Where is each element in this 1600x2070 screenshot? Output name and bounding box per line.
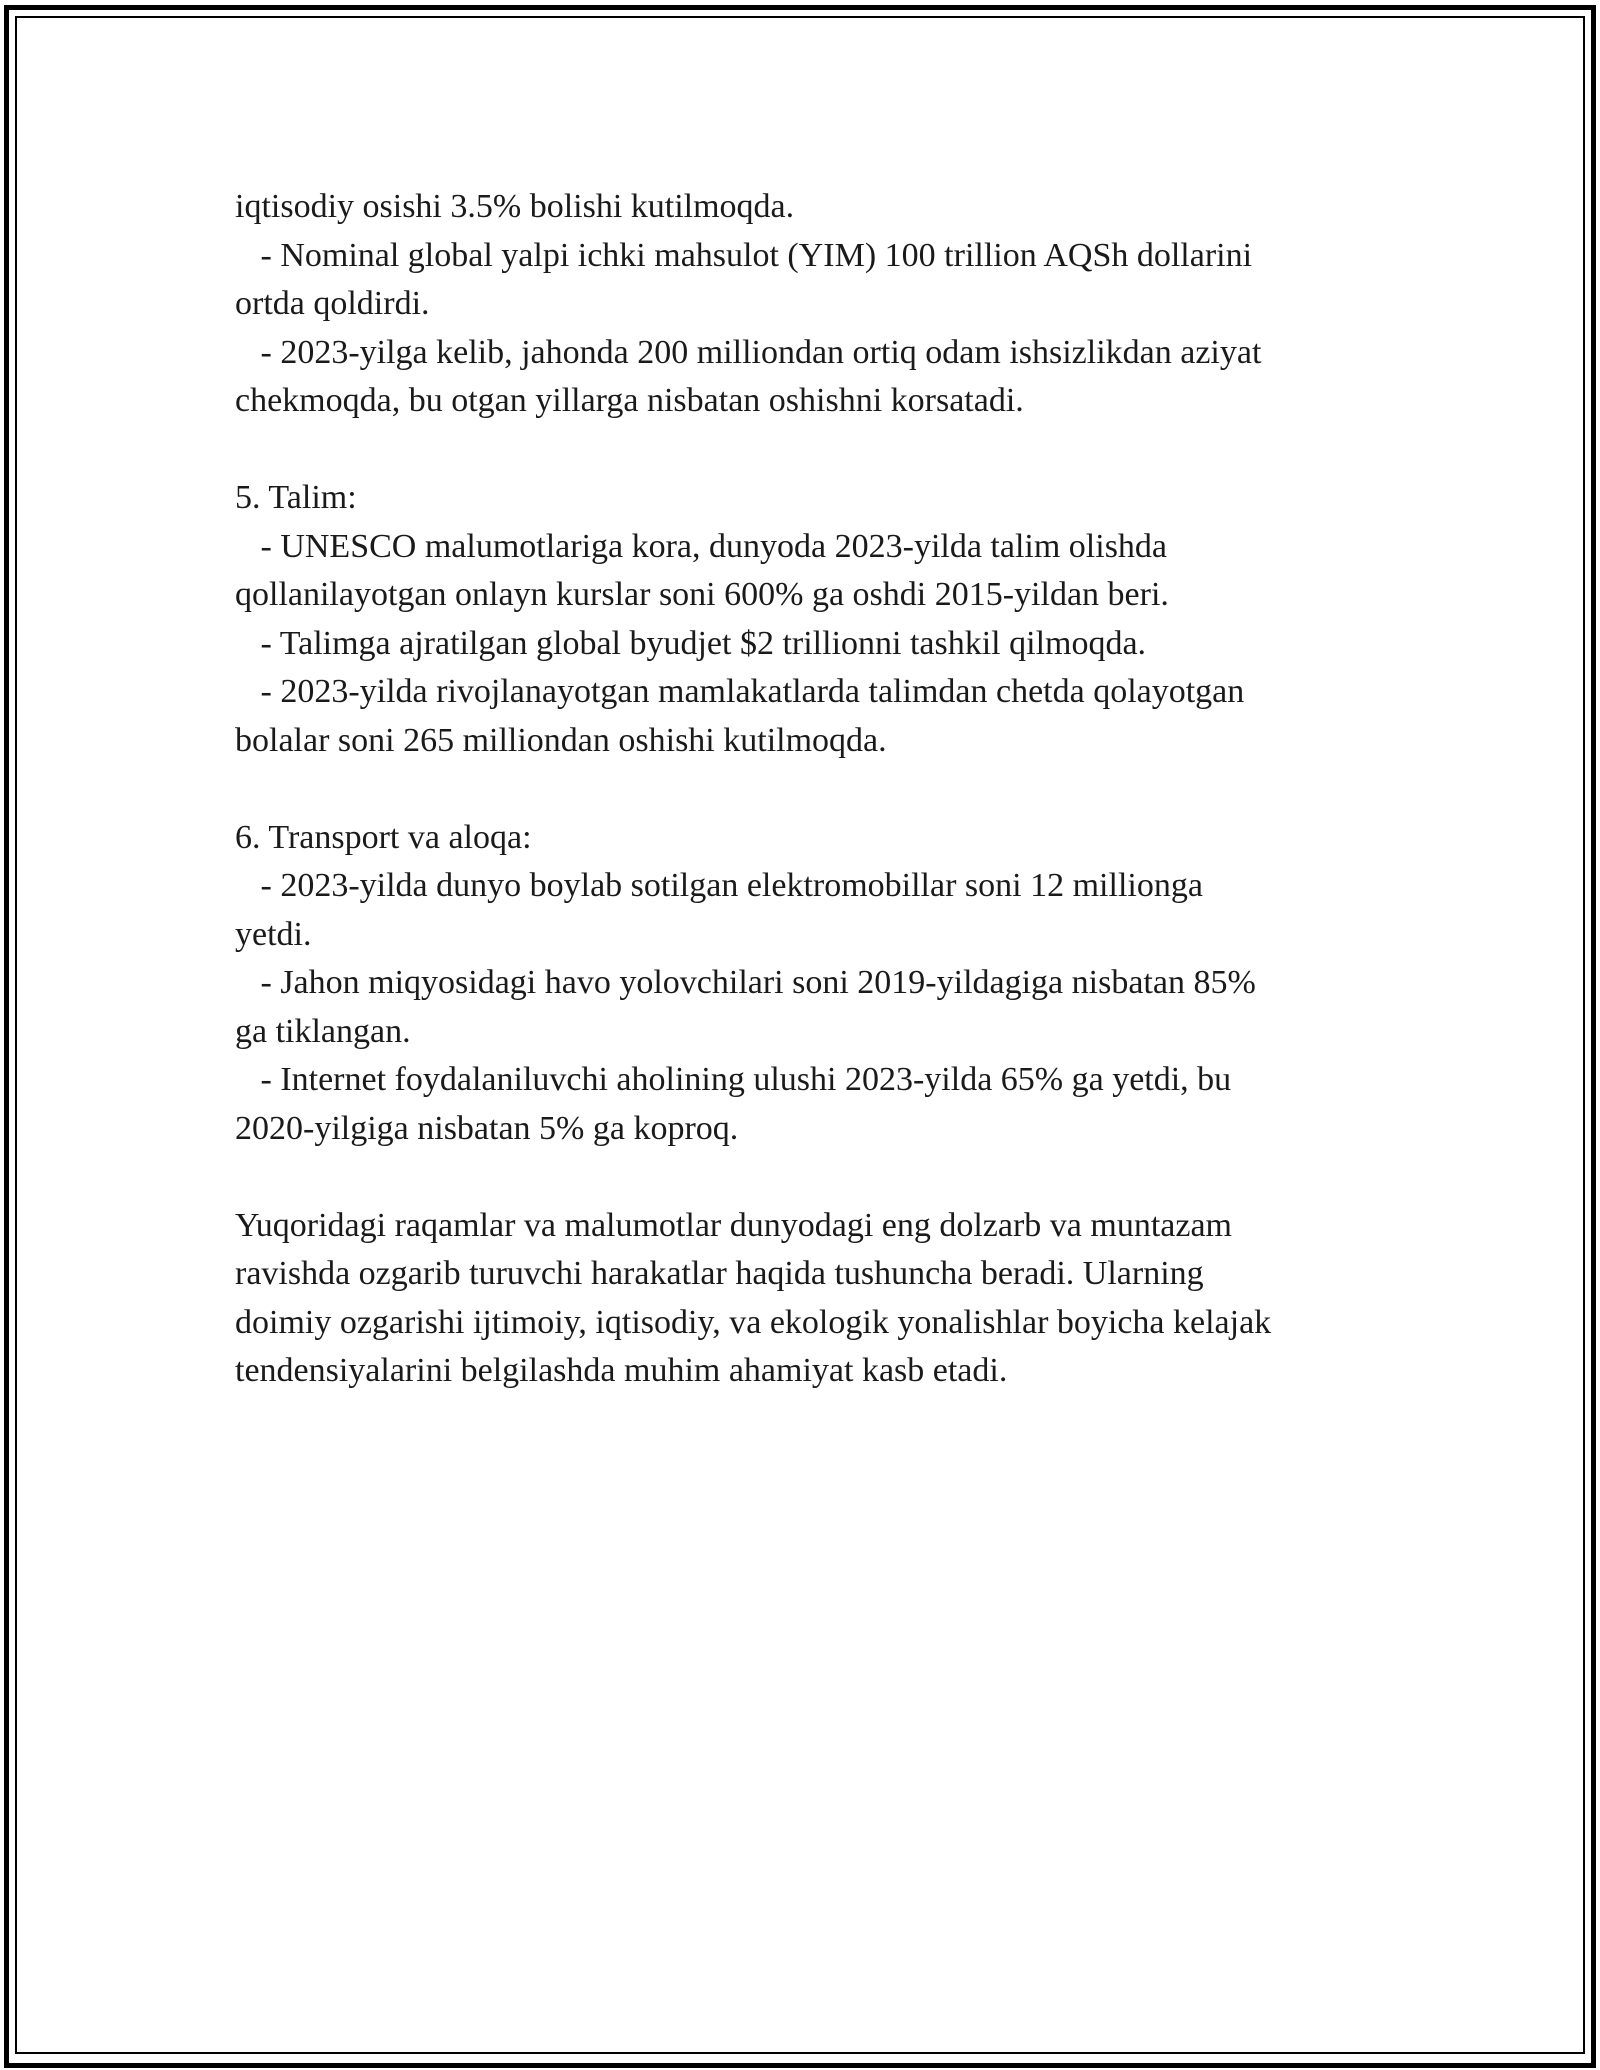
text-line: - Nominal global yalpi ichki mahsulot (YIM) 100 trillion AQSh dollarini: [235, 236, 1253, 274]
section-heading: 5. Talim:: [235, 479, 357, 516]
text-line: iqtisodiy osishi 3.5% bolishi kutilmoqda.: [235, 188, 795, 225]
text-line: yetdi.: [235, 915, 312, 953]
text-line: qollanilayotgan onlayn kurslar soni 600% ga oshdi 2015-yildan beri.: [235, 576, 1169, 613]
text-line: ravishda ozgarib turuvchi harakatlar haqida tushuncha beradi. Ularning: [235, 1255, 1204, 1292]
text-line: - UNESCO malumotlariga kora, dunyoda 2023-yilda talim olishda: [235, 527, 1168, 565]
text-line: - 2023-yilda dunyo boylab sotilgan elektromobillar soni 12 millionga: [235, 867, 1203, 904]
paragraph-gap: [235, 426, 1365, 475]
text-line: chekmoqda, bu otgan yillarga nisbatan oshishni korsatadi.: [235, 382, 1024, 419]
section-heading: 6. Transport va aloqa:: [235, 818, 532, 856]
paragraph-gap: [235, 1153, 1365, 1202]
text-line: doimiy ozgarishi ijtimoiy, iqtisodiy, va ekologik yonalishlar boyicha kelajak: [235, 1303, 1272, 1341]
text-line: ortda qoldirdi.: [235, 285, 430, 322]
text-line: Yuqoridagi raqamlar va malumotlar dunyodagi eng dolzarb va muntazam: [235, 1206, 1233, 1244]
paragraph-gap: [235, 765, 1365, 814]
text-line: - Jahon miqyosidagi havo yolovchilari soni 2019-yildagiga nisbatan 85%: [235, 964, 1256, 1001]
text-line: - 2023-yilga kelib, jahonda 200 milliondan ortiq odam ishsizlikdan aziyat: [235, 333, 1262, 371]
document-body: [235, 183, 1365, 1396]
text-line: - Internet foydalaniluvchi aholining ulushi 2023-yilda 65% ga yetdi, bu: [235, 1061, 1232, 1098]
text-line: - Talimga ajratilgan global byudjet $2 trillionni tashkil qilmoqda.: [235, 624, 1147, 662]
text-line: bolalar soni 265 milliondan oshishi kutilmoqda.: [235, 721, 887, 759]
text-line: ga tiklangan.: [235, 1012, 411, 1050]
text-line: - 2023-yilda rivojlanayotgan mamlakatlarda talimdan chetda qolayotgan: [235, 673, 1245, 710]
text-line: tendensiyalarini belgilashda muhim ahamiyat kasb etadi.: [235, 1352, 1008, 1389]
text-line: 2020-yilgiga nisbatan 5% ga koproq.: [235, 1109, 739, 1147]
